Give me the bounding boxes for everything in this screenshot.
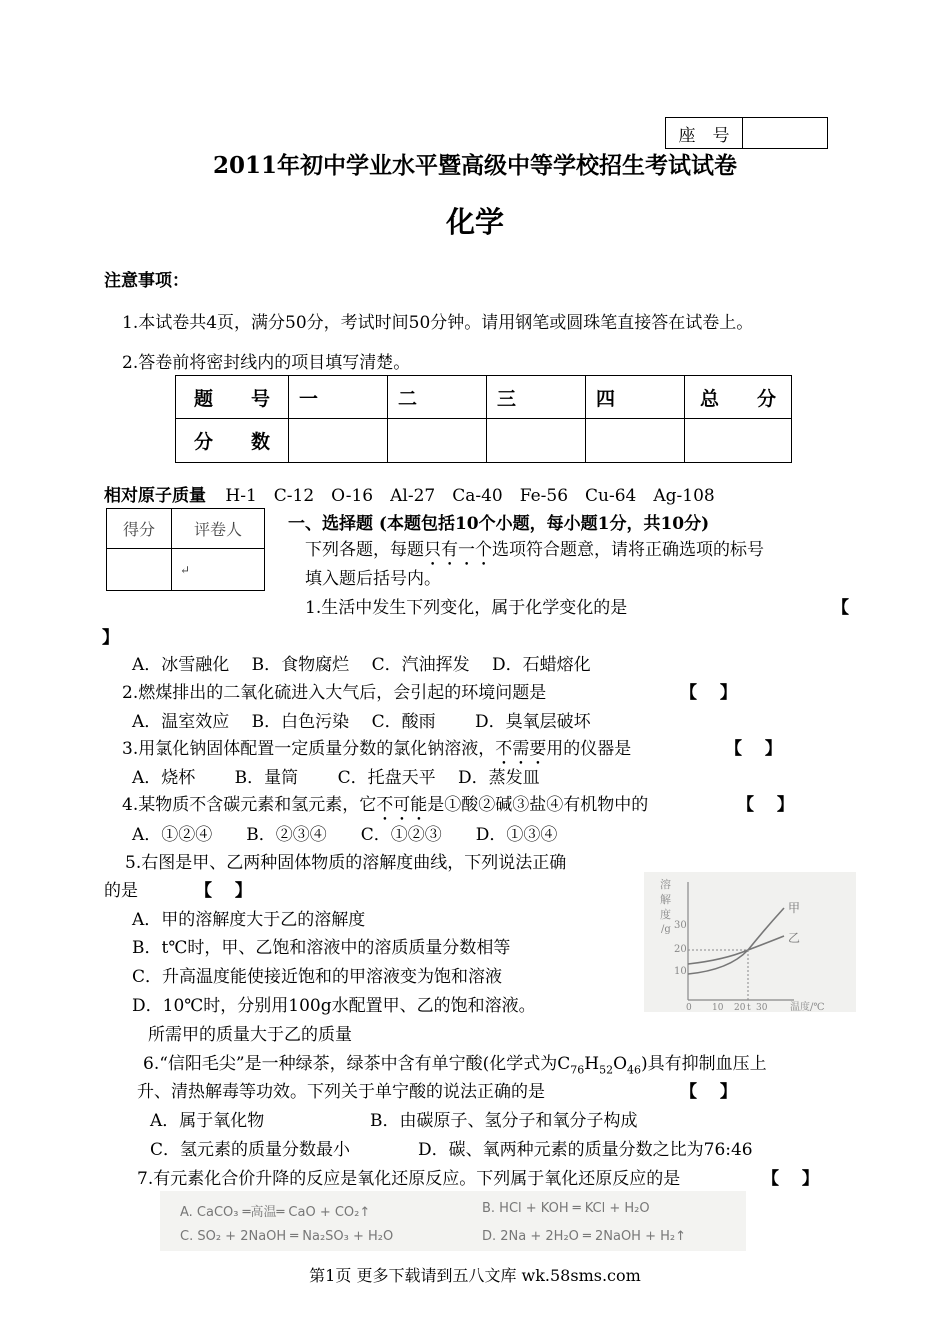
q6-option-b: B．由碳原子、氢分子和氧分子构成 bbox=[370, 1111, 638, 1131]
q1-options: A．冰雪融化 B．食物腐烂 C．汽油挥发 D．石蜡熔化 bbox=[132, 655, 591, 675]
q6-option-d: D．碳、氧两种元素的质量分数之比为76:46 bbox=[418, 1140, 753, 1160]
series-label-jia: 甲 bbox=[788, 901, 801, 915]
score-table-head-2: 分 数 bbox=[176, 419, 289, 463]
q1-bracket-open: 【 bbox=[832, 598, 849, 618]
q7-equations-image bbox=[160, 1191, 746, 1251]
q5-option-d: D．10℃时，分别用100g水配置甲、乙的饱和溶液。 bbox=[132, 996, 536, 1016]
score-col-3: 三 bbox=[487, 376, 586, 419]
y-tick-20: 20 bbox=[674, 944, 687, 955]
q6-sub-o: 46 bbox=[627, 1063, 642, 1077]
q7-stem: 7.有元素化合价升降的反应是氧化还原反应。下列属于氧化还原反应的是 bbox=[137, 1169, 681, 1189]
grader-mark: ↵ bbox=[172, 549, 265, 591]
y-label-1: 溶 bbox=[660, 878, 671, 891]
y-label-2: 解 bbox=[660, 893, 671, 906]
q2-bracket: 【 】 bbox=[680, 683, 737, 703]
x-axis-label: 温度/℃ bbox=[790, 1002, 825, 1012]
y-label-3: 度 bbox=[660, 908, 671, 921]
q6-stem-2: 升、清热解毒等功效。下列关于单宁酸的说法正确的是 bbox=[137, 1082, 545, 1102]
score-cell-4[interactable] bbox=[586, 419, 685, 463]
q7-eq-a: A. CaCO₃ ═高温═ CaO + CO₂↑ bbox=[180, 1205, 371, 1220]
q5-option-a: A．甲的溶解度大于乙的溶解度 bbox=[132, 910, 366, 930]
page-footer: 第1页 更多下载请到五八文库 wk.58sms.com bbox=[309, 1266, 641, 1285]
q5-option-b: B．t℃时，甲、乙饱和溶液中的溶质质量分数相等 bbox=[132, 938, 511, 958]
atomic-mass-line bbox=[104, 481, 715, 506]
instr-text-a: 下列各题，每题 bbox=[305, 540, 424, 560]
q6-option-c: C．氢元素的质量分数最小 bbox=[150, 1140, 351, 1160]
seat-number-box bbox=[665, 117, 828, 149]
q7-eq-c: C. SO₂ + 2NaOH ═ Na₂SO₃ + H₂O bbox=[180, 1229, 394, 1244]
grader-name-label: 评卷人 bbox=[172, 509, 265, 549]
q4-emphasis: 不可能 bbox=[376, 795, 428, 815]
score-col-total: 总 分 bbox=[685, 376, 792, 419]
score-col-1: 一 bbox=[289, 376, 388, 419]
y-label-4: /g bbox=[661, 924, 671, 935]
q6-stem-1 bbox=[143, 1049, 767, 1076]
q4-stem-a: 4.某物质不含碳元素和氢元素，它 bbox=[122, 795, 377, 815]
solubility-graph bbox=[644, 872, 856, 1012]
seat-value[interactable] bbox=[743, 118, 828, 149]
q7-eq-d: D. 2Na + 2H₂O ═ 2NaOH + H₂↑ bbox=[482, 1229, 686, 1244]
q4-bracket: 【 】 bbox=[737, 795, 794, 815]
q4-options: A．①②④ B．②③④ C．①②③ D．①③④ bbox=[132, 825, 558, 845]
q6-elem-h: H bbox=[584, 1054, 600, 1074]
x-tick-t: t bbox=[747, 1003, 751, 1012]
q4-stem-b: 是①酸②碱③盐④有机物中的 bbox=[427, 795, 649, 815]
q3-stem-b: 用的仪器是 bbox=[546, 739, 632, 759]
atomic-mass-label: 相对原子质量 bbox=[104, 486, 206, 506]
notice-item-2: 2.答卷前将密封线内的项目填写清楚。 bbox=[122, 353, 411, 373]
q3-stem-a: 3.用氯化钠固体配置一定质量分数的氯化钠溶液， bbox=[122, 739, 496, 759]
section1-title: 一、选择题 (本题包括10个小题，每小题1分，共10分) bbox=[288, 514, 710, 534]
q1-bracket-close: 】 bbox=[102, 628, 119, 648]
score-table-head-1: 题 号 bbox=[176, 376, 289, 419]
exam-title: 2011年初中学业水平暨高级中等学校招生考试试卷 bbox=[212, 152, 737, 179]
x-tick-30: 30 bbox=[756, 1003, 768, 1012]
q6-stem-text-b: )具有抑制血压上 bbox=[641, 1054, 767, 1074]
q6-sub-h: 52 bbox=[599, 1063, 614, 1077]
seat-label: 座 号 bbox=[666, 118, 743, 149]
instr-text-b: 选项符合题意，请将正确选项的标号 bbox=[492, 540, 764, 560]
subject-title: 化学 bbox=[445, 205, 504, 239]
q7-eq-b: B. HCl + KOH ═ KCl + H₂O bbox=[482, 1201, 650, 1216]
q5-stem-1: 5.右图是甲、乙两种固体物质的溶解度曲线，下列说法正确 bbox=[125, 853, 567, 873]
q3-bracket: 【 】 bbox=[725, 739, 782, 759]
q6-option-a: A．属于氧化物 bbox=[150, 1111, 265, 1131]
q2-stem: 2.燃煤排出的二氧化硫进入大气后，会引起的环境问题是 bbox=[122, 683, 547, 703]
score-col-2: 二 bbox=[388, 376, 487, 419]
score-cell-2[interactable] bbox=[388, 419, 487, 463]
q6-stem-text: 6.“信阳毛尖”是一种绿茶，绿茶中含有单宁酸(化学式为C bbox=[143, 1054, 571, 1074]
section1-instruction-2: 填入题后括号内。 bbox=[305, 569, 441, 589]
q6-sub-c: 76 bbox=[570, 1063, 585, 1077]
grader-score-label: 得分 bbox=[107, 509, 172, 549]
solubility-graph-svg bbox=[644, 872, 856, 1012]
q7-bracket: 【 】 bbox=[762, 1169, 819, 1189]
q6-bracket: 【 】 bbox=[680, 1082, 737, 1102]
notice-heading: 注意事项： bbox=[104, 271, 189, 291]
score-table bbox=[175, 375, 792, 463]
q3-options: A．烧杯 B．量筒 C．托盘天平 D．蒸发皿 bbox=[132, 768, 540, 788]
series-label-yi: 乙 bbox=[788, 931, 801, 945]
q5-option-d-cont: 所需甲的质量大于乙的质量 bbox=[148, 1025, 352, 1045]
x-tick-0: 0 bbox=[686, 1003, 692, 1012]
score-col-4: 四 bbox=[586, 376, 685, 419]
q5-bracket: 【 】 bbox=[195, 881, 252, 901]
q1-stem: 1.生活中发生下列变化，属于化学变化的是 bbox=[305, 598, 628, 618]
instr-emphasis: 只有一个 bbox=[424, 540, 492, 560]
q3-emphasis: 不需要 bbox=[495, 739, 547, 759]
atomic-mass-values: H-1 C-12 O-16 Al-27 Ca-40 Fe-56 Cu-64 Ag-108 bbox=[225, 486, 715, 506]
q5-stem-2: 的是 bbox=[104, 881, 138, 901]
x-tick-20: 20 bbox=[734, 1003, 746, 1012]
x-tick-10: 10 bbox=[712, 1003, 724, 1012]
y-tick-30: 30 bbox=[674, 920, 687, 931]
y-tick-10: 10 bbox=[674, 966, 687, 977]
score-cell-1[interactable] bbox=[289, 419, 388, 463]
grader-score-cell[interactable] bbox=[107, 549, 172, 591]
score-cell-3[interactable] bbox=[487, 419, 586, 463]
q5-option-c: C．升高温度能使接近饱和的甲溶液变为饱和溶液 bbox=[132, 967, 503, 987]
notice-item-1: 1.本试卷共4页，满分50分，考试时间50分钟。请用钢笔或圆珠笔直接答在试卷上。 bbox=[122, 313, 754, 333]
q6-elem-o: O bbox=[613, 1054, 628, 1074]
grader-box bbox=[106, 508, 265, 591]
q2-options: A．温室效应 B．白色污染 C．酸雨 D．臭氧层破坏 bbox=[132, 712, 591, 732]
score-cell-total[interactable] bbox=[685, 419, 792, 463]
